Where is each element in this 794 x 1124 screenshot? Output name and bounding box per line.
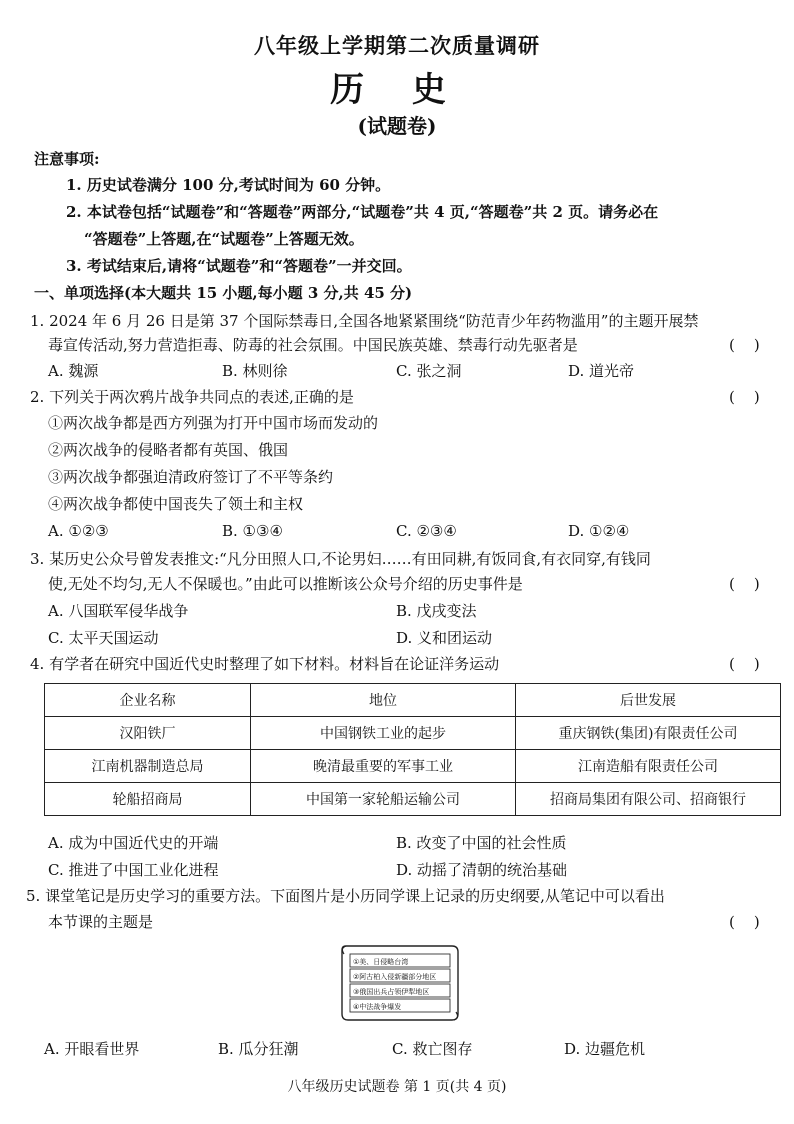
q2-option-d: D. ①②④ — [568, 522, 630, 540]
table-cell: 晚清最重要的军事工业 — [251, 750, 516, 783]
q5-stem-line-2: 本节课的主题是 — [48, 913, 154, 931]
notice-item-2b: “答题卷”上答题,在“试题卷”上答题无效。 — [84, 230, 364, 248]
table-cell: 中国第一家轮船运输公司 — [251, 783, 516, 816]
q1-answer-paren: ( ) — [729, 336, 760, 354]
q2-option-a: A. ①②③ — [48, 522, 109, 540]
scroll-note-image — [338, 940, 462, 1026]
q2-option-b: B. ①③④ — [222, 522, 283, 540]
notice-item-3: 3. 考试结束后,请将“试题卷”和“答题卷”一并交回。 — [66, 257, 412, 275]
notice-item-1: 1. 历史试卷满分 100 分,考试时间为 60 分钟。 — [66, 176, 391, 194]
q1-option-a: A. 魏源 — [48, 362, 99, 380]
q1-option-c: C. 张之洞 — [396, 362, 462, 380]
q3-stem-line-1: 3. 某历史公众号曾发表推文:“凡分田照人口,不论男妇……有田同耕,有饭同食,有衣同穿,有钱同 — [30, 550, 651, 568]
q4-answer-paren: ( ) — [729, 655, 760, 673]
subject-title: 历 史 — [330, 70, 464, 110]
q3-option-b: B. 戊戌变法 — [396, 602, 477, 620]
table-row — [45, 717, 781, 750]
q2-option-c: C. ②③④ — [396, 522, 457, 540]
q2-statement-4: ④两次战争都使中国丧失了领土和主权 — [48, 495, 304, 513]
q1-stem-line-1: 1. 2024 年 6 月 26 日是第 37 个国际禁毒日,全国各地紧紧围绕“防范青少年药物滥用”的主题开展禁 — [30, 312, 699, 330]
table-cell: 招商局集团有限公司、招商银行 — [516, 783, 781, 816]
q4-option-a: A. 成为中国近代史的开端 — [48, 834, 219, 852]
q5-answer-paren: ( ) — [729, 913, 760, 931]
note-line-3: ③俄国出兵占领伊犁地区 — [353, 988, 430, 996]
q5-option-a: A. 开眼看世界 — [44, 1040, 140, 1058]
table-cell: 江南造船有限责任公司 — [516, 750, 781, 783]
q3-option-d: D. 义和团运动 — [396, 629, 493, 647]
q1-option-d: D. 道光帝 — [568, 362, 635, 380]
q3-option-c: C. 太平天国运动 — [48, 629, 159, 647]
q5-option-b: B. 瓜分狂潮 — [218, 1040, 299, 1058]
q2-statement-3: ③两次战争都强迫清政府签订了不平等条约 — [48, 468, 334, 486]
q5-stem-line-1: 5. 课堂笔记是历史学习的重要方法。下面图片是小历同学课上记录的历史纲要,从笔记中可以看出 — [26, 887, 665, 905]
q4-option-d: D. 动摇了清朝的统治基础 — [396, 861, 568, 879]
table-header-cell: 企业名称 — [45, 684, 251, 717]
q5-option-d: D. 边疆危机 — [564, 1040, 646, 1058]
q4-stem: 4. 有学者在研究中国近代史时整理了如下材料。材料旨在论证洋务运动 — [30, 655, 500, 673]
note-line-2: ②阿古柏入侵新疆部分地区 — [353, 973, 437, 981]
table-cell: 中国钢铁工业的起步 — [251, 717, 516, 750]
table-cell: 汉阳铁厂 — [45, 717, 251, 750]
notice-item-2a: 2. 本试卷包括“试题卷”和“答题卷”两部分,“试题卷”共 4 页,“答题卷”共 2 页。请务必在 — [66, 203, 659, 221]
note-line-1: ①美、日侵略台湾 — [353, 958, 409, 966]
table-cell: 重庆钢铁(集团)有限责任公司 — [516, 717, 781, 750]
table-header-row — [45, 684, 781, 717]
q5-option-c: C. 救亡图存 — [392, 1040, 473, 1058]
page-footer: 八年级历史试题卷 第 1 页(共 4 页) — [287, 1079, 507, 1095]
table-cell: 轮船招商局 — [45, 783, 251, 816]
table-row — [45, 783, 781, 816]
table-header-cell: 地位 — [251, 684, 516, 717]
note-line-4: ④中法战争爆发 — [353, 1003, 402, 1011]
paper-subtitle: (试题卷) — [357, 114, 437, 138]
table-row — [45, 750, 781, 783]
section-heading: 一、单项选择(本大题共 15 小题,每小题 3 分,共 45 分) — [34, 284, 413, 302]
q4-option-b: B. 改变了中国的社会性质 — [396, 834, 567, 852]
q2-statement-1: ①两次战争都是西方列强为打开中国市场而发动的 — [48, 414, 379, 432]
q4-option-c: C. 推进了中国工业化进程 — [48, 861, 219, 879]
q3-option-a: A. 八国联军侵华战争 — [48, 602, 189, 620]
q1-option-b: B. 林则徐 — [222, 362, 288, 380]
q1-stem-line-2: 毒宣传活动,努力营造拒毒、防毒的社会氛围。中国民族英雄、禁毒行动先驱者是 — [48, 336, 578, 354]
table-header-cell: 后世发展 — [516, 684, 781, 717]
exam-title: 八年级上学期第二次质量调研 — [254, 33, 540, 58]
enterprise-table — [44, 683, 781, 816]
q2-statement-2: ②两次战争的侵略者都有英国、俄国 — [48, 441, 289, 459]
notice-heading: 注意事项: — [34, 150, 100, 168]
q2-answer-paren: ( ) — [729, 388, 760, 406]
q2-stem: 2. 下列关于两次鸦片战争共同点的表述,正确的是 — [30, 388, 354, 406]
q3-answer-paren: ( ) — [729, 575, 760, 593]
q3-stem-line-2: 使,无处不均匀,无人不保暖也。”由此可以推断该公众号介绍的历史事件是 — [48, 575, 523, 593]
table-cell: 江南机器制造总局 — [45, 750, 251, 783]
